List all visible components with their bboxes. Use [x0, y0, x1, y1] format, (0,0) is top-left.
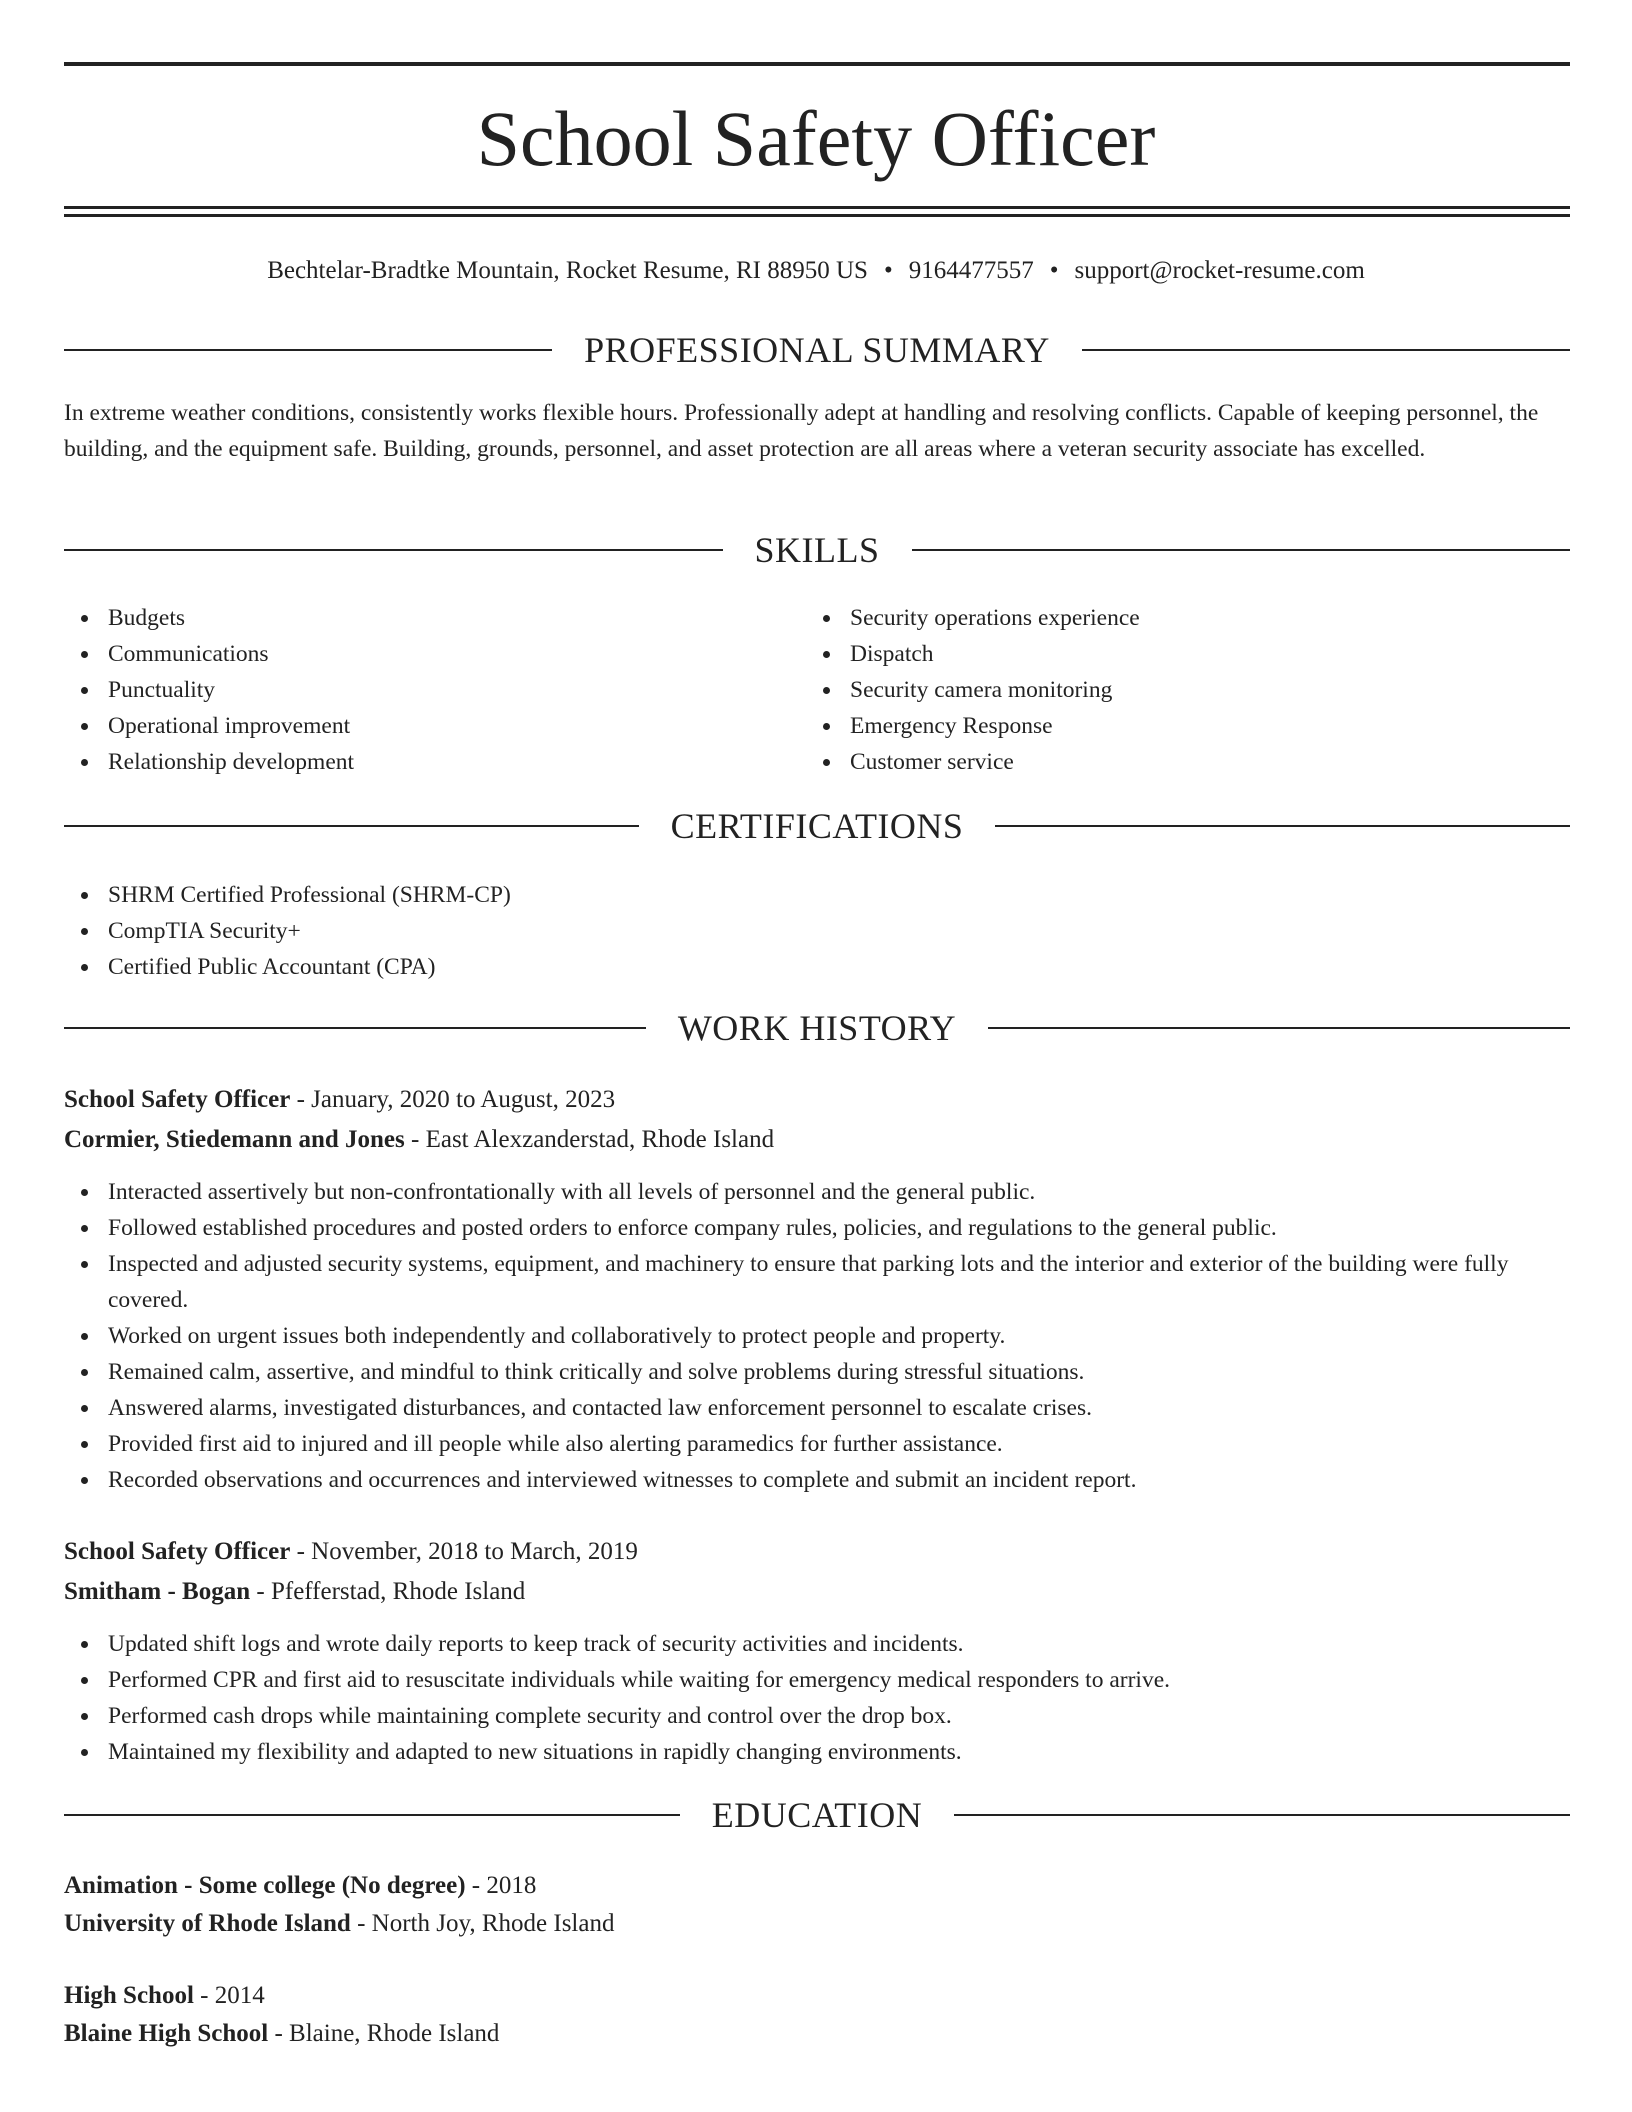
summary-section-heading: [64, 330, 1570, 370]
certification-item: SHRM Certified Professional (SHRM-CP): [64, 877, 1570, 913]
title-rule-upper: [64, 206, 1570, 209]
education-school: University of Rhode Island: [64, 1910, 351, 1937]
education-degree-line: [64, 1866, 536, 1906]
job-bullet: Worked on urgent issues both independently and collaboratively to protect people and property.: [64, 1318, 1570, 1354]
certification-item: CompTIA Security+: [64, 913, 1570, 949]
job-bullet: Interacted assertively but non-confrontationally with all levels of personnel and the general public.: [64, 1174, 1570, 1210]
contact-line: [0, 254, 1632, 288]
job-bullet: Updated shift logs and wrote daily reports to keep track of security activities and incidents.: [64, 1626, 1570, 1662]
job-location: - Pfefferstad, Rhode Island: [250, 1578, 526, 1605]
job-company: Smitham - Bogan: [64, 1578, 251, 1605]
skills-section-heading: [64, 530, 1570, 570]
skill-item: Security operations experience: [806, 600, 1526, 636]
job-title: School Safety Officer: [64, 1086, 291, 1113]
education-year: - 2018: [465, 1872, 537, 1899]
job-bullets: [64, 1174, 1570, 1498]
contact-phone: 9164477557: [908, 257, 1034, 284]
job-bullets: [64, 1626, 1570, 1770]
job-bullet: Performed CPR and first aid to resuscitate individuals while waiting for emergency medical responders to arrive.: [64, 1662, 1570, 1698]
heading-rule: [64, 349, 552, 351]
skill-item: Dispatch: [806, 636, 1526, 672]
job-bullet: Maintained my flexibility and adapted to new situations in rapidly changing environments.: [64, 1734, 1570, 1770]
education-degree: Animation - Some college (No degree): [64, 1872, 466, 1899]
heading-rule: [954, 1814, 1570, 1816]
skill-item: Relationship development: [64, 744, 784, 780]
skill-item: Security camera monitoring: [806, 672, 1526, 708]
job-bullet: Performed cash drops while maintaining complete security and control over the drop box.: [64, 1698, 1570, 1734]
job-bullet: Answered alarms, investigated disturbances, and contacted law enforcement personnel to escalate crises.: [64, 1390, 1570, 1426]
education-heading: EDUCATION: [711, 1795, 923, 1835]
contact-separator: •: [1049, 257, 1059, 284]
job-title: School Safety Officer: [64, 1538, 291, 1565]
summary-text: In extreme weather conditions, consistently works flexible hours. Professionally adept at handling and resolving conflicts. Capable of keeping personnel, the building, and the equipment safe. Building, grounds, personnel, and asset protection are all areas where a veteran security associate has excelled.: [64, 400, 1539, 462]
skill-item: Emergency Response: [806, 708, 1526, 744]
work-heading: WORK HISTORY: [677, 1008, 957, 1048]
skills-heading: SKILLS: [754, 530, 880, 570]
certifications-heading: CERTIFICATIONS: [670, 806, 964, 846]
heading-rule: [1082, 349, 1570, 351]
heading-rule: [988, 1027, 1570, 1029]
certifications-section-heading: [64, 806, 1570, 846]
job-bullet: Provided first aid to injured and ill people while also alerting paramedics for further assistance.: [64, 1426, 1570, 1462]
contact-address: Bechtelar-Bradtke Mountain, Rocket Resume, RI 88950 US: [267, 257, 868, 284]
job-dates: - November, 2018 to March, 2019: [290, 1538, 638, 1565]
skill-item: Communications: [64, 636, 784, 672]
heading-rule: [64, 825, 639, 827]
job-bullet: Followed established procedures and posted orders to enforce company rules, policies, and regulations to the general public.: [64, 1210, 1570, 1246]
skill-item: Budgets: [64, 600, 784, 636]
job-bullet: Remained calm, assertive, and mindful to think critically and solve problems during stressful situations.: [64, 1354, 1570, 1390]
contact-separator: •: [883, 257, 893, 284]
certifications-list: [64, 877, 1570, 985]
page-title: School Safety Officer: [476, 95, 1156, 182]
job-bullet: Inspected and adjusted security systems, equipment, and machinery to ensure that parking lots and the interior and exterior of the building were fully covered.: [64, 1246, 1570, 1318]
contact-email: support@rocket-resume.com: [1074, 257, 1365, 284]
heading-rule: [64, 549, 723, 551]
skills-list-right: [806, 600, 1526, 780]
education-school: Blaine High School: [64, 2020, 269, 2047]
job-company-line: [64, 1120, 774, 1160]
education-section-heading: [64, 1795, 1570, 1835]
job-title-line: [64, 1532, 638, 1572]
top-rule: [64, 62, 1570, 66]
title-rule-lower: [64, 214, 1570, 217]
education-location: - North Joy, Rhode Island: [350, 1910, 615, 1937]
education-year: - 2014: [193, 1982, 265, 2009]
job-location: - East Alexzanderstad, Rhode Island: [404, 1126, 775, 1153]
certification-item: Certified Public Accountant (CPA): [64, 949, 1570, 985]
skills-list-left: [64, 600, 784, 780]
job-bullet: Recorded observations and occurrences and interviewed witnesses to complete and submit an incident report.: [64, 1462, 1570, 1498]
job-company: Cormier, Stiedemann and Jones: [64, 1126, 405, 1153]
skill-item: Punctuality: [64, 672, 784, 708]
education-school-line: [64, 1904, 614, 1944]
skill-item: Operational improvement: [64, 708, 784, 744]
job-title-line: [64, 1080, 615, 1120]
heading-rule: [64, 1814, 680, 1816]
heading-rule: [64, 1027, 646, 1029]
summary-heading: PROFESSIONAL SUMMARY: [584, 330, 1050, 370]
job-company-line: [64, 1572, 525, 1612]
heading-rule: [912, 549, 1571, 551]
skill-item: Customer service: [806, 744, 1526, 780]
job-dates: - January, 2020 to August, 2023: [290, 1086, 616, 1113]
education-degree: High School: [64, 1982, 194, 2009]
heading-rule: [995, 825, 1570, 827]
work-section-heading: [64, 1008, 1570, 1048]
education-location: - Blaine, Rhode Island: [268, 2020, 500, 2047]
education-degree-line: [64, 1976, 265, 2016]
education-school-line: [64, 2014, 499, 2054]
